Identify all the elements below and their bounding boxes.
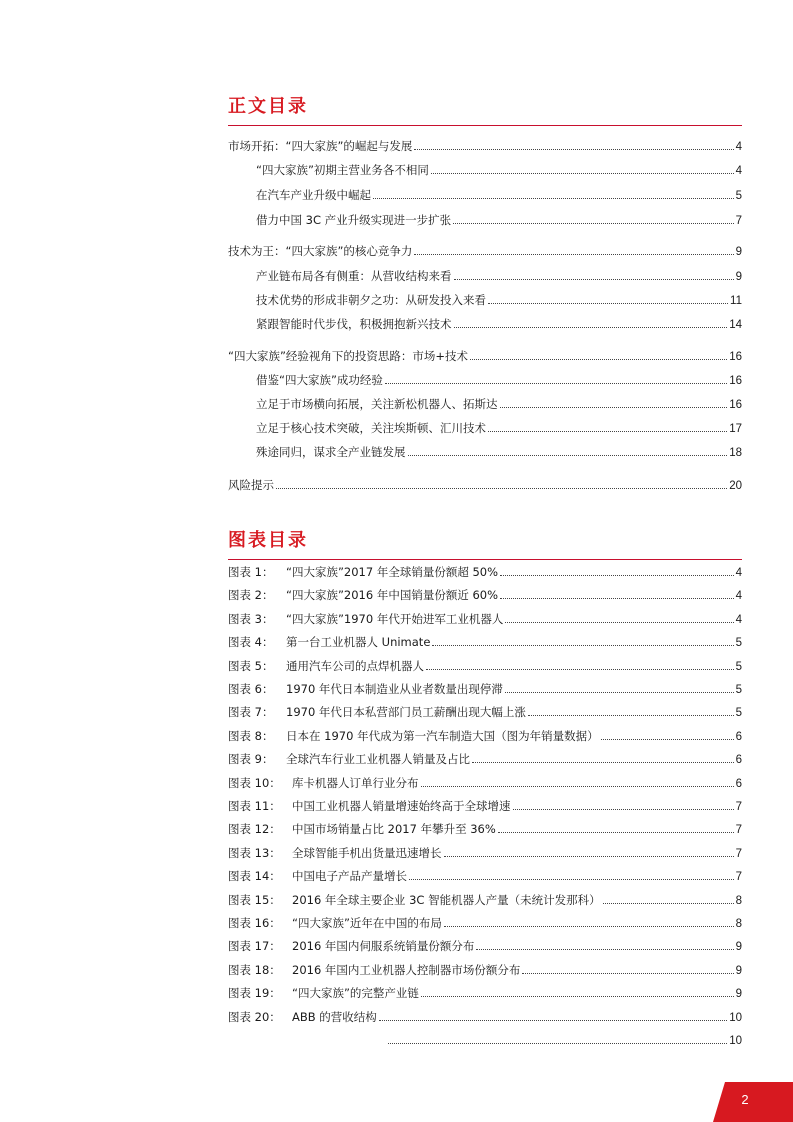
figure-entry[interactable] (228, 985, 742, 1002)
figure-entry-page: 7 (735, 824, 742, 837)
toc-entry-page: 5 (735, 190, 742, 202)
figure-entry[interactable] (228, 962, 742, 979)
toc-entry-text: 立足于市场横向拓展，关注新松机器人、拓斯达 (256, 397, 498, 411)
toc-entry-text: 在汽车产业升级中崛起 (256, 188, 371, 202)
toc-entry[interactable] (256, 420, 742, 437)
toc-entry[interactable] (228, 348, 742, 365)
figure-entry-text: 2016 年国内工业机器人控制器市场份额分布 (292, 962, 521, 977)
toc-entry-text: “四大家族”初期主营业务各不相同 (256, 163, 429, 177)
figure-entry-text: 1970 年代日本私营部门员工薪酬出现大幅上涨 (286, 705, 526, 720)
figure-leader-dots (421, 775, 734, 787)
toc-leader-dots (276, 477, 727, 489)
figure-entry-page: 7 (735, 801, 742, 813)
figure-entry-text: 2016 年全球主要企业 3C 智能机器人产量（未统计发那科） (292, 892, 601, 907)
toc-entry-page: 4 (735, 141, 742, 153)
figure-entry-page: 8 (735, 918, 742, 930)
toc-leader-dots (454, 268, 734, 280)
toc-entry[interactable] (256, 162, 742, 179)
figure-leader-dots (444, 845, 734, 857)
toc-leader-dots (431, 162, 734, 174)
figure-leader-dots (388, 1032, 727, 1044)
figure-leader-dots (500, 587, 734, 599)
toc-leader-dots (373, 187, 734, 199)
toc-leader-dots (408, 444, 728, 456)
toc-entry-text: 借鉴“四大家族”成功经验 (256, 373, 383, 387)
toc-entry-page: 11 (730, 295, 742, 307)
figure-entry-label: 图表 3： (228, 611, 274, 626)
figure-entry-text: 中国电子产品产量增长 (292, 869, 407, 884)
toc-entry[interactable] (256, 292, 742, 309)
figure-entry-label: 图表 10： (228, 775, 281, 790)
figure-leader-dots (476, 938, 733, 950)
figure-entry-page: 5 (735, 684, 742, 696)
figure-entry[interactable] (228, 704, 742, 721)
figure-entry-page: 9 (735, 941, 742, 954)
main-toc-rule (228, 125, 742, 126)
toc-leader-dots (470, 348, 727, 360)
figure-leader-dots (498, 821, 734, 833)
toc-entry-page: 16 (729, 399, 742, 411)
figure-entry-page: 10 (729, 1035, 742, 1047)
figure-entry[interactable] (228, 798, 742, 815)
figure-entry-label: 图表 14： (228, 869, 281, 884)
toc-leader-dots (414, 138, 733, 150)
toc-leader-dots (414, 243, 733, 255)
figure-toc-rule (228, 559, 742, 560)
figure-entry-page: 8 (735, 894, 742, 907)
toc-entry-text: 市场开拓：“四大家族”的崛起与发展 (228, 139, 413, 153)
figure-entry[interactable] (228, 634, 742, 651)
figure-entry-page: 4 (735, 567, 742, 579)
toc-entry[interactable] (228, 243, 742, 260)
page-number-badge (713, 1082, 793, 1122)
toc-leader-dots (500, 396, 728, 408)
figure-entry-label: 图表 1： (228, 565, 274, 579)
figure-entry-label: 图表 4： (228, 635, 274, 650)
figure-entry-text: 全球智能手机出货量迅速增长 (292, 845, 442, 860)
figure-entry-label: 图表 17： (228, 939, 281, 954)
figure-entry-text: 库卡机器人订单行业分布 (292, 775, 419, 790)
figure-entry-page: 7 (735, 871, 742, 884)
toc-entry[interactable] (256, 187, 742, 204)
toc-entry-text: 产业链布局各有侧重：从营收结构来看 (256, 269, 452, 283)
figure-entry-label: 图表 13： (228, 845, 281, 860)
figure-leader-dots (505, 611, 733, 623)
toc-entry-page: 16 (729, 351, 742, 363)
toc-entry-page: 18 (729, 447, 742, 459)
figure-entry-label: 图表 16： (228, 916, 281, 930)
figure-entry-label: 图表 9： (228, 752, 274, 767)
figure-entry-text: 中国市场销量占比 2017 年攀升至 36% (292, 822, 496, 837)
figure-leader-dots (432, 634, 733, 646)
figure-entry[interactable] (228, 751, 742, 768)
figure-leader-dots (379, 1009, 727, 1021)
figure-entry-label: 图表 8： (228, 728, 274, 743)
figure-entry-page: 5 (735, 660, 742, 673)
toc-entry-page: 14 (729, 319, 742, 331)
figure-entry[interactable] (228, 892, 742, 909)
figure-entry[interactable] (228, 587, 742, 604)
toc-leader-dots (453, 212, 733, 224)
figure-entry[interactable] (228, 681, 742, 698)
toc-entry[interactable] (228, 138, 742, 155)
figure-entry-text: 中国工业机器人销量增速始终高于全球增速 (292, 799, 511, 813)
figure-toc-title: 图表目录 (228, 530, 308, 551)
figure-entry-page: 7 (735, 847, 742, 860)
toc-entry[interactable] (256, 372, 742, 389)
figure-entry-text: 1970 年代日本制造业从业者数量出现停滞 (286, 682, 503, 696)
figure-entry-text: 全球汽车行业工业机器人销量及占比 (286, 752, 470, 767)
figure-entry-text: 通用汽车公司的点焊机器人 (286, 658, 424, 673)
toc-entry-page: 9 (735, 271, 742, 283)
figure-entry-label: 图表 2： (228, 588, 274, 603)
toc-leader-dots (385, 372, 727, 384)
toc-entry-text: 紧跟智能时代步伐，积极拥抱新兴技术 (256, 317, 452, 331)
figure-entry-page: 5 (735, 707, 742, 720)
figure-entry[interactable] (228, 868, 742, 885)
page-number: 2 (741, 1092, 749, 1107)
toc-entry[interactable] (256, 316, 742, 333)
figure-entry-page: 6 (735, 730, 742, 743)
figure-entry-text: 日本在 1970 年代成为第一汽车制造大国（图为年销量数据） (286, 728, 599, 743)
figure-entry-text: 2016 年国内伺服系统销量份额分布 (292, 939, 475, 954)
figure-leader-dots (522, 962, 733, 974)
figure-entry-text: “四大家族”1970 年代开始进军工业机器人 (286, 611, 504, 626)
figure-leader-dots (472, 751, 734, 763)
figure-leader-dots (500, 564, 734, 576)
figure-entry[interactable] (386, 1032, 742, 1049)
figure-entry-label: 图表 18： (228, 962, 281, 977)
figure-entry[interactable] (228, 821, 742, 838)
figure-entry[interactable] (228, 775, 742, 792)
toc-entry-text: 技术为王：“四大家族”的核心竞争力 (228, 244, 413, 258)
toc-entry-page: 20 (729, 480, 742, 492)
figure-entry[interactable] (228, 564, 742, 581)
toc-entry[interactable] (256, 268, 742, 285)
toc-entry-text: 立足于核心技术突破，关注埃斯顿、汇川技术 (256, 421, 486, 435)
figure-entry-label: 图表 12： (228, 822, 281, 837)
figure-entry[interactable] (228, 938, 742, 955)
figure-entry-text: ABB 的营收结构 (292, 1009, 377, 1024)
figure-entry-label: 图表 20： (228, 1009, 281, 1024)
figure-entry-label: 图表 15： (228, 892, 281, 907)
figure-entry-page: 4 (735, 590, 742, 603)
toc-leader-dots (488, 420, 727, 432)
toc-entry[interactable] (256, 212, 742, 229)
toc-entry-page: 4 (735, 165, 742, 177)
figure-entry[interactable] (228, 658, 742, 675)
figure-entry[interactable] (228, 845, 742, 862)
figure-leader-dots (513, 798, 734, 810)
figure-entry[interactable] (228, 915, 742, 932)
figure-entry-label: 图表 7： (228, 705, 274, 720)
figure-entry-text: “四大家族”近年在中国的布局 (292, 916, 442, 930)
figure-leader-dots (505, 681, 734, 693)
toc-entry-text: 技术优势的形成非朝夕之功：从研发投入来看 (256, 293, 486, 307)
figure-entry-page: 9 (735, 988, 742, 1001)
toc-entry-page: 7 (735, 215, 742, 227)
toc-entry-text: 借力中国 3C 产业升级实现进一步扩张 (256, 213, 452, 227)
figure-entry-page: 6 (735, 777, 742, 790)
figure-entry-page: 6 (735, 754, 742, 767)
toc-entry-text: 风险提示 (228, 478, 274, 492)
figure-entry-label: 图表 5： (228, 658, 274, 673)
figure-entry-label: 图表 6： (228, 682, 274, 696)
figure-leader-dots (528, 704, 734, 716)
toc-entry-page: 16 (729, 375, 742, 387)
figure-leader-dots (603, 892, 734, 904)
toc-entry-page: 17 (729, 423, 742, 435)
figure-entry-text: 第一台工业机器人 Unimate (286, 635, 431, 650)
figure-entry-label: 图表 11： (228, 799, 281, 813)
figure-entry-text: “四大家族”2017 年全球销量份额超 50% (286, 565, 499, 579)
toc-entry[interactable] (256, 444, 742, 461)
figure-entry-page: 10 (729, 1011, 742, 1024)
toc-entry[interactable] (228, 477, 742, 494)
figure-entry-text: “四大家族”的完整产业链 (292, 986, 419, 1001)
figure-entry-text: “四大家族”2016 年中国销量份额近 60% (286, 588, 499, 603)
toc-entry[interactable] (256, 396, 742, 413)
figure-entry[interactable] (228, 611, 742, 628)
toc-leader-dots (488, 292, 728, 304)
figure-entry[interactable] (228, 728, 742, 745)
figure-entry-page: 9 (735, 964, 742, 977)
toc-leader-dots (454, 316, 728, 328)
figure-leader-dots (409, 868, 734, 880)
toc-entry-text: “四大家族”经验视角下的投资思路：市场+技术 (228, 349, 469, 363)
figure-leader-dots (421, 985, 734, 997)
main-toc-title: 正文目录 (228, 96, 308, 117)
toc-entry-text: 殊途同归，谋求全产业链发展 (256, 445, 406, 459)
figure-leader-dots (444, 915, 734, 927)
figure-entry[interactable] (228, 1009, 742, 1026)
figure-entry-page: 5 (735, 637, 742, 650)
figure-entry-label: 图表 19： (228, 986, 281, 1001)
figure-leader-dots (601, 728, 734, 740)
figure-entry-page: 4 (735, 613, 742, 626)
figure-leader-dots (426, 658, 734, 670)
toc-entry-page: 9 (735, 246, 742, 258)
